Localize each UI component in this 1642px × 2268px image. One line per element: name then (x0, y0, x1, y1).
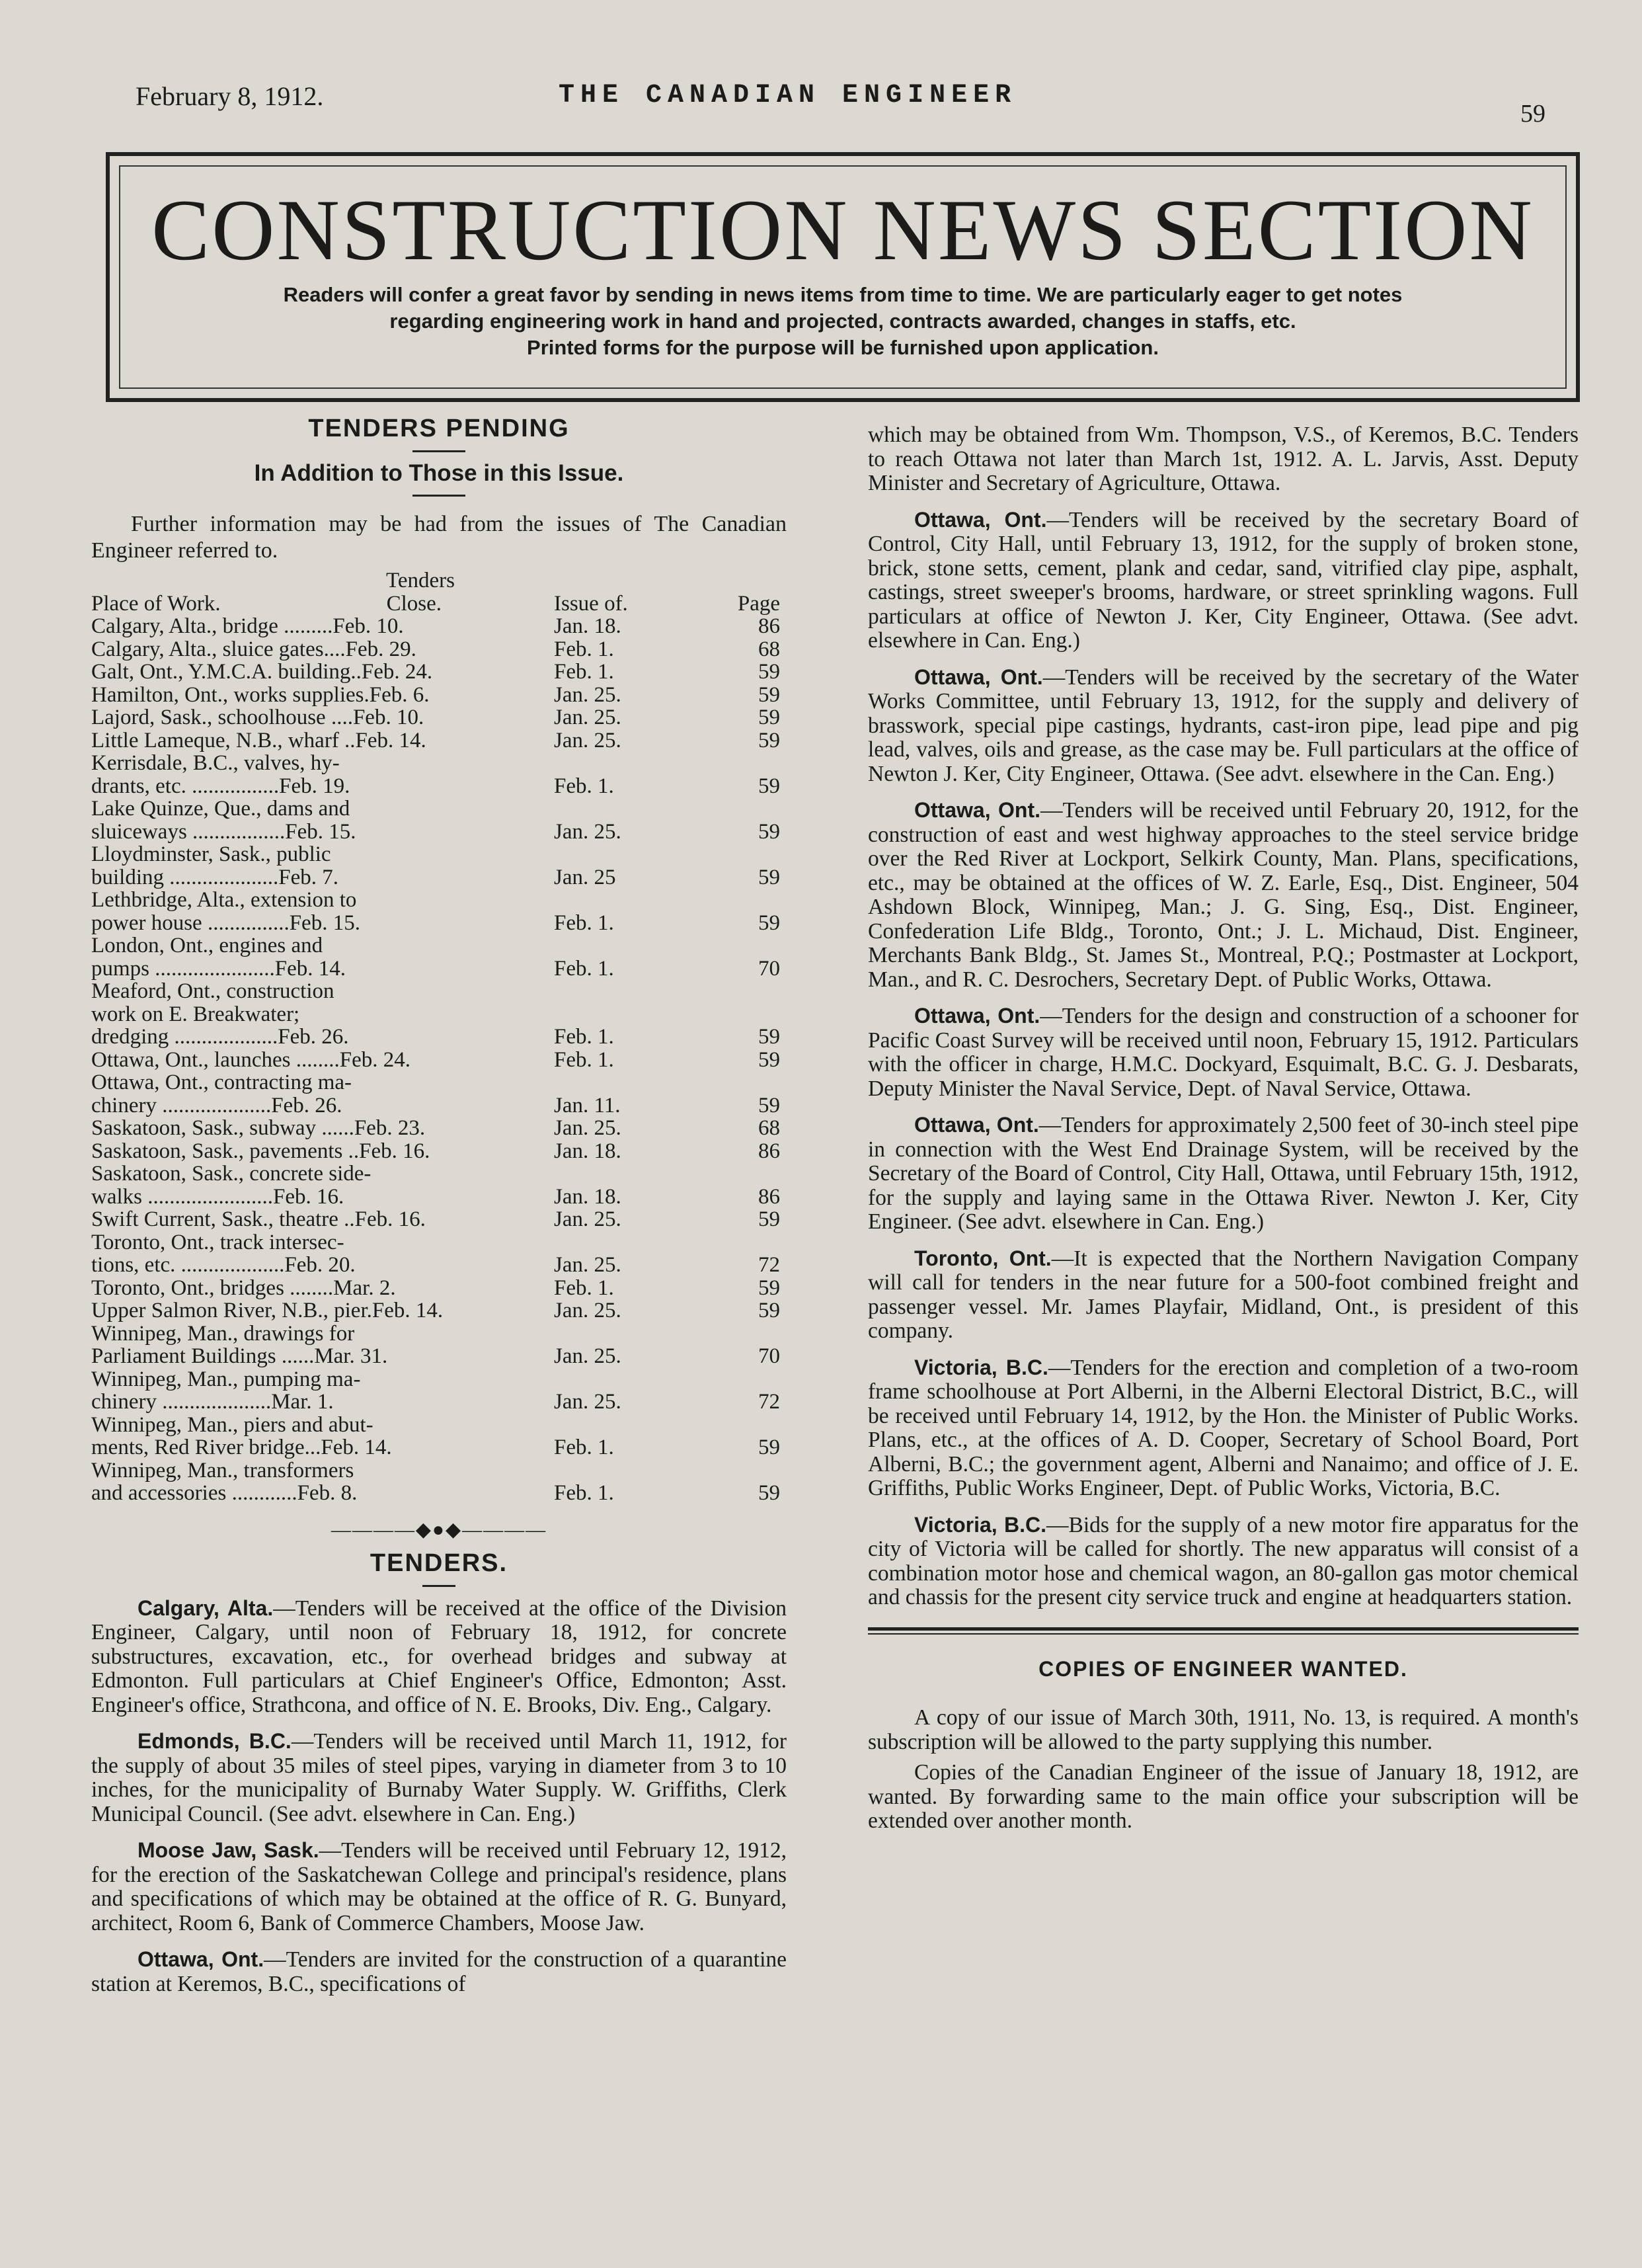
table-row (91, 1459, 787, 1482)
tender-location: Toronto, Ont. (914, 1246, 1052, 1270)
table-row (91, 1186, 787, 1209)
place-of-work: Winnipeg, Man., piers and abut- (91, 1412, 373, 1437)
divider (412, 450, 465, 452)
page-ref: 70 (758, 1344, 780, 1368)
table-row (91, 843, 787, 866)
page-number: 59 (1520, 100, 1545, 128)
issue-of (514, 1459, 666, 1482)
col-issue: Issue of. (554, 591, 628, 616)
issue-of: Jan. 25. (554, 819, 621, 844)
issue-of (514, 934, 666, 957)
page-ref: 59 (758, 1276, 780, 1300)
banner-notice (149, 282, 1536, 361)
place-of-work: dredging ...................Feb. 26. (91, 1025, 349, 1049)
page-ref (666, 1003, 787, 1026)
page-ref (666, 1459, 787, 1482)
col-page: Page (737, 591, 780, 616)
tender-notice (868, 1356, 1579, 1501)
place-of-work: chinery ....................Feb. 26. (91, 1093, 342, 1117)
page-ref (666, 1368, 787, 1391)
page-ref (666, 1071, 787, 1094)
issue-of: Jan. 25. (554, 682, 621, 707)
place-of-work: London, Ont., engines and (91, 934, 323, 957)
page-ref (666, 843, 787, 866)
table-row (91, 1414, 787, 1437)
table-row (91, 1071, 787, 1094)
table-row (91, 706, 787, 729)
tender-text: —It is expected that the Northern Navigation Company will call for tenders in the near future for a 500-foot combined freight and passenger vessel. Mr. James Playfair, Midland, Ont., is president of this company. (868, 1246, 1579, 1343)
table-row (91, 1003, 787, 1026)
copies-paragraph-1: A copy of our issue of March 30th, 1911, No. 13, is required. A month's subscription will be allowed to the party supplying this number. (868, 1705, 1579, 1754)
tender-notice (868, 423, 1579, 496)
table-row (91, 934, 787, 957)
place-of-work: pumps ......................Feb. 14. (91, 956, 346, 981)
table-row (91, 797, 787, 821)
place-of-work: Meaford, Ont., construction (91, 979, 334, 1003)
tender-location: Ottawa, Ont. (914, 798, 1040, 822)
page-ref: 68 (758, 1116, 780, 1140)
place-of-work: Lloydminster, Sask., public (91, 842, 331, 866)
issue-of: Jan. 25 (554, 865, 616, 889)
tender-text: —Tenders will be received until February 20, 1912, for the construction of east and west highway approaches to the steel service bridge over the Red River at Lockport, Selkirk County, Man. Plans, specifications, etc., may be obtained at the offices of W. Z. Earle, Esq., Dist. Engineer, 504 Ashdown Block, Winnipeg, Man.; J. G. Sing, Esq., Dist. Engineer, Confederation Life Bldg., Toronto, Ont.; J. L. Michaud, Dist. Engineer, Merchants Bank Bldg., St. James St., Montreal, P.Q.; Postmaster at Lockport, Man., and R. C. Desrochers, Secretary Dept. of Public Works, Ottawa. (868, 798, 1579, 992)
tender-notice (868, 798, 1579, 992)
issue-of: Feb. 1. (554, 1436, 614, 1459)
place-of-work: Hamilton, Ont., works supplies.Feb. 6. (91, 682, 430, 707)
issue-of: Jan. 25. (554, 728, 621, 752)
page-ref (666, 889, 787, 912)
section-rule-thick (868, 1627, 1579, 1631)
issue-of: Jan. 18. (554, 614, 621, 638)
page-ref: 59 (758, 682, 780, 707)
place-of-work: and accessories ............Feb. 8. (91, 1481, 358, 1505)
page-ref: 86 (758, 614, 780, 638)
page-ref: 59 (758, 1093, 780, 1117)
place-of-work: Lethbridge, Alta., extension to (91, 888, 357, 912)
table-row (91, 1277, 787, 1300)
issue-of: Jan. 25. (554, 1390, 621, 1414)
issue-of (514, 1071, 666, 1094)
banner-line-2: regarding engineering work in hand and projected, contracts awarded, changes in staffs, etc. (389, 309, 1296, 333)
place-of-work: Calgary, Alta., sluice gates....Feb. 29. (91, 637, 416, 661)
page-ref: 59 (758, 1207, 780, 1231)
table-row (91, 1162, 787, 1186)
table-row (91, 1026, 787, 1049)
table-row (91, 1322, 787, 1346)
place-of-work: sluiceways .................Feb. 15. (91, 819, 356, 844)
copies-paragraph-2: Copies of the Canadian Engineer of the issue of January 18, 1912, are wanted. By forwarding same to the main office your subscription will be extended over another month. (868, 1760, 1579, 1833)
page-ref (666, 934, 787, 957)
issue-of: Feb. 1. (554, 774, 614, 798)
tenders-pending-subheading: In Addition to Those in this Issue. (254, 460, 624, 486)
place-of-work: Lajord, Sask., schoolhouse ....Feb. 10. (91, 706, 424, 729)
tender-location: Ottawa, Ont. (914, 1004, 1040, 1028)
tender-text: —Tenders will be received by the secretary of the Water Works Committee, until February 13, 1912, for the supply and delivery of brasswork, special pipe castings, hydrants, cast-iron pipe, lead pipe and pig lead, valves, oils and grease, as the case may be. Full particulars at the office of Newton J. Ker, City Engineer, Ottawa. (See advt. elsewhere in the Can. Eng.) (868, 665, 1579, 786)
table-row (91, 1299, 787, 1322)
tender-location: Ottawa, Ont. (137, 1947, 264, 1971)
issue-of (514, 1368, 666, 1391)
tender-location: Moose Jaw, Sask. (137, 1838, 319, 1862)
table-row (91, 615, 787, 638)
tender-text: —Tenders for the design and construction of a schooner for Pacific Coast Survey will be received until noon, February 15, 1912. Particulars with the officer in charge, H.M.C. Dockyard, Esquimalt, B.C. G. J. Desbarats, Deputy Minister the Naval Service, Dept. of Naval Service, Ottawa. (868, 1004, 1579, 1101)
journal-title: THE CANADIAN ENGINEER (559, 81, 1017, 110)
issue-of: Feb. 1. (554, 1276, 614, 1300)
tender-notice (91, 1838, 787, 1935)
page-ref: 59 (758, 819, 780, 844)
page-ref: 59 (758, 660, 780, 684)
tender-text: which may be obtained from Wm. Thompson, V.S., of Keremos, B.C. Tenders to reach Ottawa not later than March 1st, 1912. A. L. Jarvis, Asst. Deputy Minister and Secretary of Agriculture, Ottawa. (868, 423, 1579, 495)
place-of-work: Galt, Ont., Y.M.C.A. building..Feb. 24. (91, 660, 433, 684)
issue-of: Feb. 1. (554, 637, 614, 661)
section-banner (106, 152, 1580, 402)
table-row (91, 752, 787, 775)
table-row (91, 889, 787, 912)
issue-of: Jan. 25. (554, 1116, 621, 1140)
table-row (91, 661, 787, 684)
issue-of: Jan. 25. (554, 1207, 621, 1231)
table-header-row (91, 592, 787, 616)
tender-notice (868, 1004, 1579, 1101)
place-of-work: Upper Salmon River, N.B., pier.Feb. 14. (91, 1299, 444, 1322)
page-ref: 59 (758, 865, 780, 889)
issue-of (514, 1231, 666, 1254)
tender-text: —Tenders for the erection and completion of a two-room frame schoolhouse at Port Alberni, in the Alberni Electoral District, B.C., will be received until February 14, 1912, by the Hon. the Minister of Public Works. Plans, etc., at the offices of A. D. Cooper, Secretary of School Board, Port Alberni, B.C.; the government agent, Alberni and Nanaimo; and office of J. E. Griffiths, Public Works Engineer, Dept. of Public Works, Victoria, B.C. (868, 1355, 1579, 1500)
issue-of (514, 980, 666, 1003)
tender-notice (91, 1729, 787, 1826)
tenders-left-items (91, 1596, 787, 1997)
tender-notice (868, 1246, 1579, 1344)
page-ref (666, 1162, 787, 1186)
ornament-divider: ————◆●◆———— (331, 1518, 547, 1541)
table-row (91, 1208, 787, 1231)
issue-of: Jan. 25. (554, 706, 621, 729)
tender-location: Victoria, B.C. (914, 1355, 1048, 1379)
issue-of (514, 797, 666, 821)
tender-text: —Tenders for approximately 2,500 feet of 30-inch steel pipe in connection with the West End Drainage System, will be received by the Secretary of the Board of Control, City Hall, Ottawa, until February 15th, 1912, for the supply and laying same in the Ottawa River. Newton J. Ker, City Engineer. (See advt. elsewhere in Can. Eng.) (868, 1113, 1579, 1234)
issue-of: Feb. 1. (554, 956, 614, 981)
place-of-work: Swift Current, Sask., theatre ..Feb. 16. (91, 1207, 426, 1231)
place-of-work: walks .......................Feb. 16. (91, 1184, 344, 1209)
table-row (91, 957, 787, 981)
tender-notice (868, 665, 1579, 787)
issue-of (514, 1322, 666, 1346)
issue-of (514, 1162, 666, 1186)
page-ref (666, 752, 787, 775)
issue-of: Jan. 25. (554, 1253, 621, 1277)
issue-of: Feb. 1. (554, 911, 614, 935)
table-row (91, 1345, 787, 1368)
page-ref: 72 (758, 1253, 780, 1277)
banner-line-1: Readers will confer a great favor by sending in news items from time to time. We are particularly eager to get notes (283, 283, 1403, 306)
tender-location: Victoria, B.C. (914, 1512, 1046, 1537)
issue-of: Jan. 25. (554, 1344, 621, 1368)
issue-of: Feb. 1. (554, 1481, 614, 1505)
table-row (91, 821, 787, 844)
table-row (91, 1049, 787, 1072)
place-of-work: Toronto, Ont., track intersec- (91, 1230, 344, 1254)
table-row (91, 1117, 787, 1140)
place-of-work: Saskatoon, Sask., subway ......Feb. 23. (91, 1116, 426, 1140)
page-ref: 59 (758, 1047, 780, 1072)
place-of-work: Calgary, Alta., bridge .........Feb. 10. (91, 614, 404, 638)
page-ref: 59 (758, 911, 780, 935)
copies-heading: COPIES OF ENGINEER WANTED. (1038, 1656, 1408, 1681)
issue-date: February 8, 1912. (136, 81, 324, 111)
table-row (91, 1231, 787, 1254)
tender-text: —Tenders will be received until February 12, 1912, for the erection of the Saskatchewan College and principal's residence, plans and specifications of which may be obtained at the office of R. G. Bunyard, architect, Room 6, Bank of Commerce Chambers, Moose Jaw. (91, 1838, 787, 1935)
issue-of (514, 1414, 666, 1437)
tender-notice (91, 1596, 787, 1718)
issue-of: Feb. 1. (554, 660, 614, 684)
place-of-work: Ottawa, Ont., launches ........Feb. 24. (91, 1047, 411, 1072)
table-row (91, 729, 787, 752)
place-of-work: Saskatoon, Sask., concrete side- (91, 1162, 371, 1186)
page-ref: 68 (758, 637, 780, 661)
issue-of: Jan. 11. (554, 1093, 621, 1117)
left-column (91, 417, 787, 2008)
page-ref: 59 (758, 1299, 780, 1322)
tenders-right-items (868, 423, 1579, 1610)
table-row (91, 638, 787, 661)
page-ref: 72 (758, 1390, 780, 1414)
page-ref (666, 797, 787, 821)
table-row (91, 1436, 787, 1459)
place-of-work: Toronto, Ont., bridges ........Mar. 2. (91, 1276, 396, 1300)
place-of-work: tions, etc. ...................Feb. 20. (91, 1253, 356, 1277)
tender-notice (868, 1513, 1579, 1610)
tenders-pending-rows (91, 615, 787, 1505)
col-close-top: Tenders (386, 569, 455, 592)
issue-of: Jan. 18. (554, 1184, 621, 1209)
section-rule-thin (868, 1633, 1579, 1635)
page-ref: 70 (758, 956, 780, 981)
tender-location: Ottawa, Ont. (914, 1113, 1039, 1137)
banner-line-3: Printed forms for the purpose will be furnished upon application. (527, 336, 1159, 359)
place-of-work: Saskatoon, Sask., pavements ..Feb. 16. (91, 1139, 430, 1163)
page-ref (666, 1414, 787, 1437)
place-of-work: building ....................Feb. 7. (91, 865, 339, 889)
tenders-pending-heading: TENDERS PENDING (308, 415, 570, 442)
tender-text: —Tenders will be received at the office of the Division Engineer, Calgary, until noon of February 18, 1912, for concrete substructures, excavation, etc., for overhead bridges and subway at Edmonton. Full particulars at Chief Engineer's Office, Edmonton; Asst. Engineer's office, Strathcona, and office of N. E. Brooks, Div. Eng., Calgary. (91, 1596, 787, 1717)
page-ref (666, 1322, 787, 1346)
page-ref: 59 (758, 774, 780, 798)
issue-of: Jan. 25. (554, 1299, 621, 1322)
place-of-work: Winnipeg, Man., drawings for (91, 1321, 355, 1346)
tender-text: —Tenders are invited for the construction of a quarantine station at Keremos, B.C., specifications of (91, 1947, 787, 1996)
tenders-pending-intro: Further information may be had from the issues of The Canadian Engineer referred to. (91, 512, 787, 563)
tender-notice (868, 1113, 1579, 1235)
tender-notice (91, 1947, 787, 1996)
place-of-work: work on E. Breakwater; (91, 1002, 300, 1026)
page-ref: 59 (758, 706, 780, 729)
place-of-work: chinery ....................Mar. 1. (91, 1390, 334, 1414)
tender-location: Ottawa, Ont. (914, 507, 1047, 532)
issue-of: Feb. 1. (554, 1025, 614, 1049)
page-ref: 59 (758, 1481, 780, 1505)
page-ref: 59 (758, 1025, 780, 1049)
tender-notice (868, 508, 1579, 653)
tender-location: Edmonds, B.C. (137, 1729, 292, 1753)
right-column (868, 423, 1579, 1840)
table-row (91, 775, 787, 798)
table-header-row-top (91, 569, 787, 592)
place-of-work: Parliament Buildings ......Mar. 31. (91, 1344, 388, 1368)
table-row (91, 980, 787, 1003)
table-row (91, 1482, 787, 1505)
tender-text: —Tenders will be received by the secretary Board of Control, City Hall, until February 13, 1912, for the supply of broken stone, brick, stone setts, cement, plank and cedar, sand, vitrified clay pipe, asphalt, castings, street sweeper's brooms, hardware, or street sprinkling wagons. Full particulars at office of Newton J. Ker, City Engineer, Ottawa. (See advt. elsewhere in Can. Eng.) (868, 507, 1579, 653)
table-row (91, 912, 787, 935)
page-ref (666, 1231, 787, 1254)
page-ref: 86 (758, 1139, 780, 1163)
page-ref: 86 (758, 1184, 780, 1209)
issue-of: Feb. 1. (554, 1047, 614, 1072)
table-row (91, 1140, 787, 1163)
place-of-work: Lake Quinze, Que., dams and (91, 797, 350, 821)
page-ref: 59 (758, 1436, 780, 1459)
col-close: Close. (386, 591, 442, 616)
place-of-work: Winnipeg, Man., transformers (91, 1458, 354, 1482)
tender-location: Ottawa, Ont. (914, 665, 1043, 689)
place-of-work: drants, etc. ................Feb. 19. (91, 774, 350, 798)
banner-title: CONSTRUCTION NEWS SECTION (151, 181, 1534, 278)
table-row (91, 1094, 787, 1117)
place-of-work: power house ...............Feb. 15. (91, 911, 360, 935)
col-place: Place of Work. (91, 591, 221, 616)
divider (422, 1585, 455, 1587)
issue-of (514, 1003, 666, 1026)
place-of-work: Winnipeg, Man., pumping ma- (91, 1367, 361, 1391)
tender-location: Calgary, Alta. (137, 1596, 274, 1620)
page-ref: 59 (758, 728, 780, 752)
place-of-work: Kerrisdale, B.C., valves, hy- (91, 751, 340, 775)
issue-of: Jan. 18. (554, 1139, 621, 1163)
issue-of (514, 889, 666, 912)
place-of-work: ments, Red River bridge...Feb. 14. (91, 1436, 392, 1459)
divider (412, 495, 465, 497)
tender-text: —Tenders will be received until March 11, 1912, for the supply of about 35 miles of steel pipes, varying in diameter from 3 to 10 inches, for the municipality of Burnaby Water Supply. W. Griffiths, Clerk Municipal Council. (See advt. elsewhere in Can. Eng.) (91, 1729, 787, 1826)
table-row (91, 684, 787, 707)
table-row (91, 1254, 787, 1277)
issue-of (514, 843, 666, 866)
tenders-pending-table (91, 569, 787, 1505)
issue-of (514, 752, 666, 775)
tenders-heading: TENDERS. (370, 1549, 508, 1577)
place-of-work: Ottawa, Ont., contracting ma- (91, 1071, 352, 1094)
table-row (91, 866, 787, 889)
place-of-work: Little Lameque, N.B., wharf ..Feb. 14. (91, 728, 426, 752)
table-row (91, 1368, 787, 1391)
page-ref (666, 980, 787, 1003)
table-row (91, 1391, 787, 1414)
tender-text: —Bids for the supply of a new motor fire apparatus for the city of Victoria will be called for shortly. The new apparatus will consist of a combination motor hose and chemical wagon, an 80-gallon gas motor chemical and chassis for the present city service truck and engine at headquarters station. (868, 1512, 1579, 1609)
